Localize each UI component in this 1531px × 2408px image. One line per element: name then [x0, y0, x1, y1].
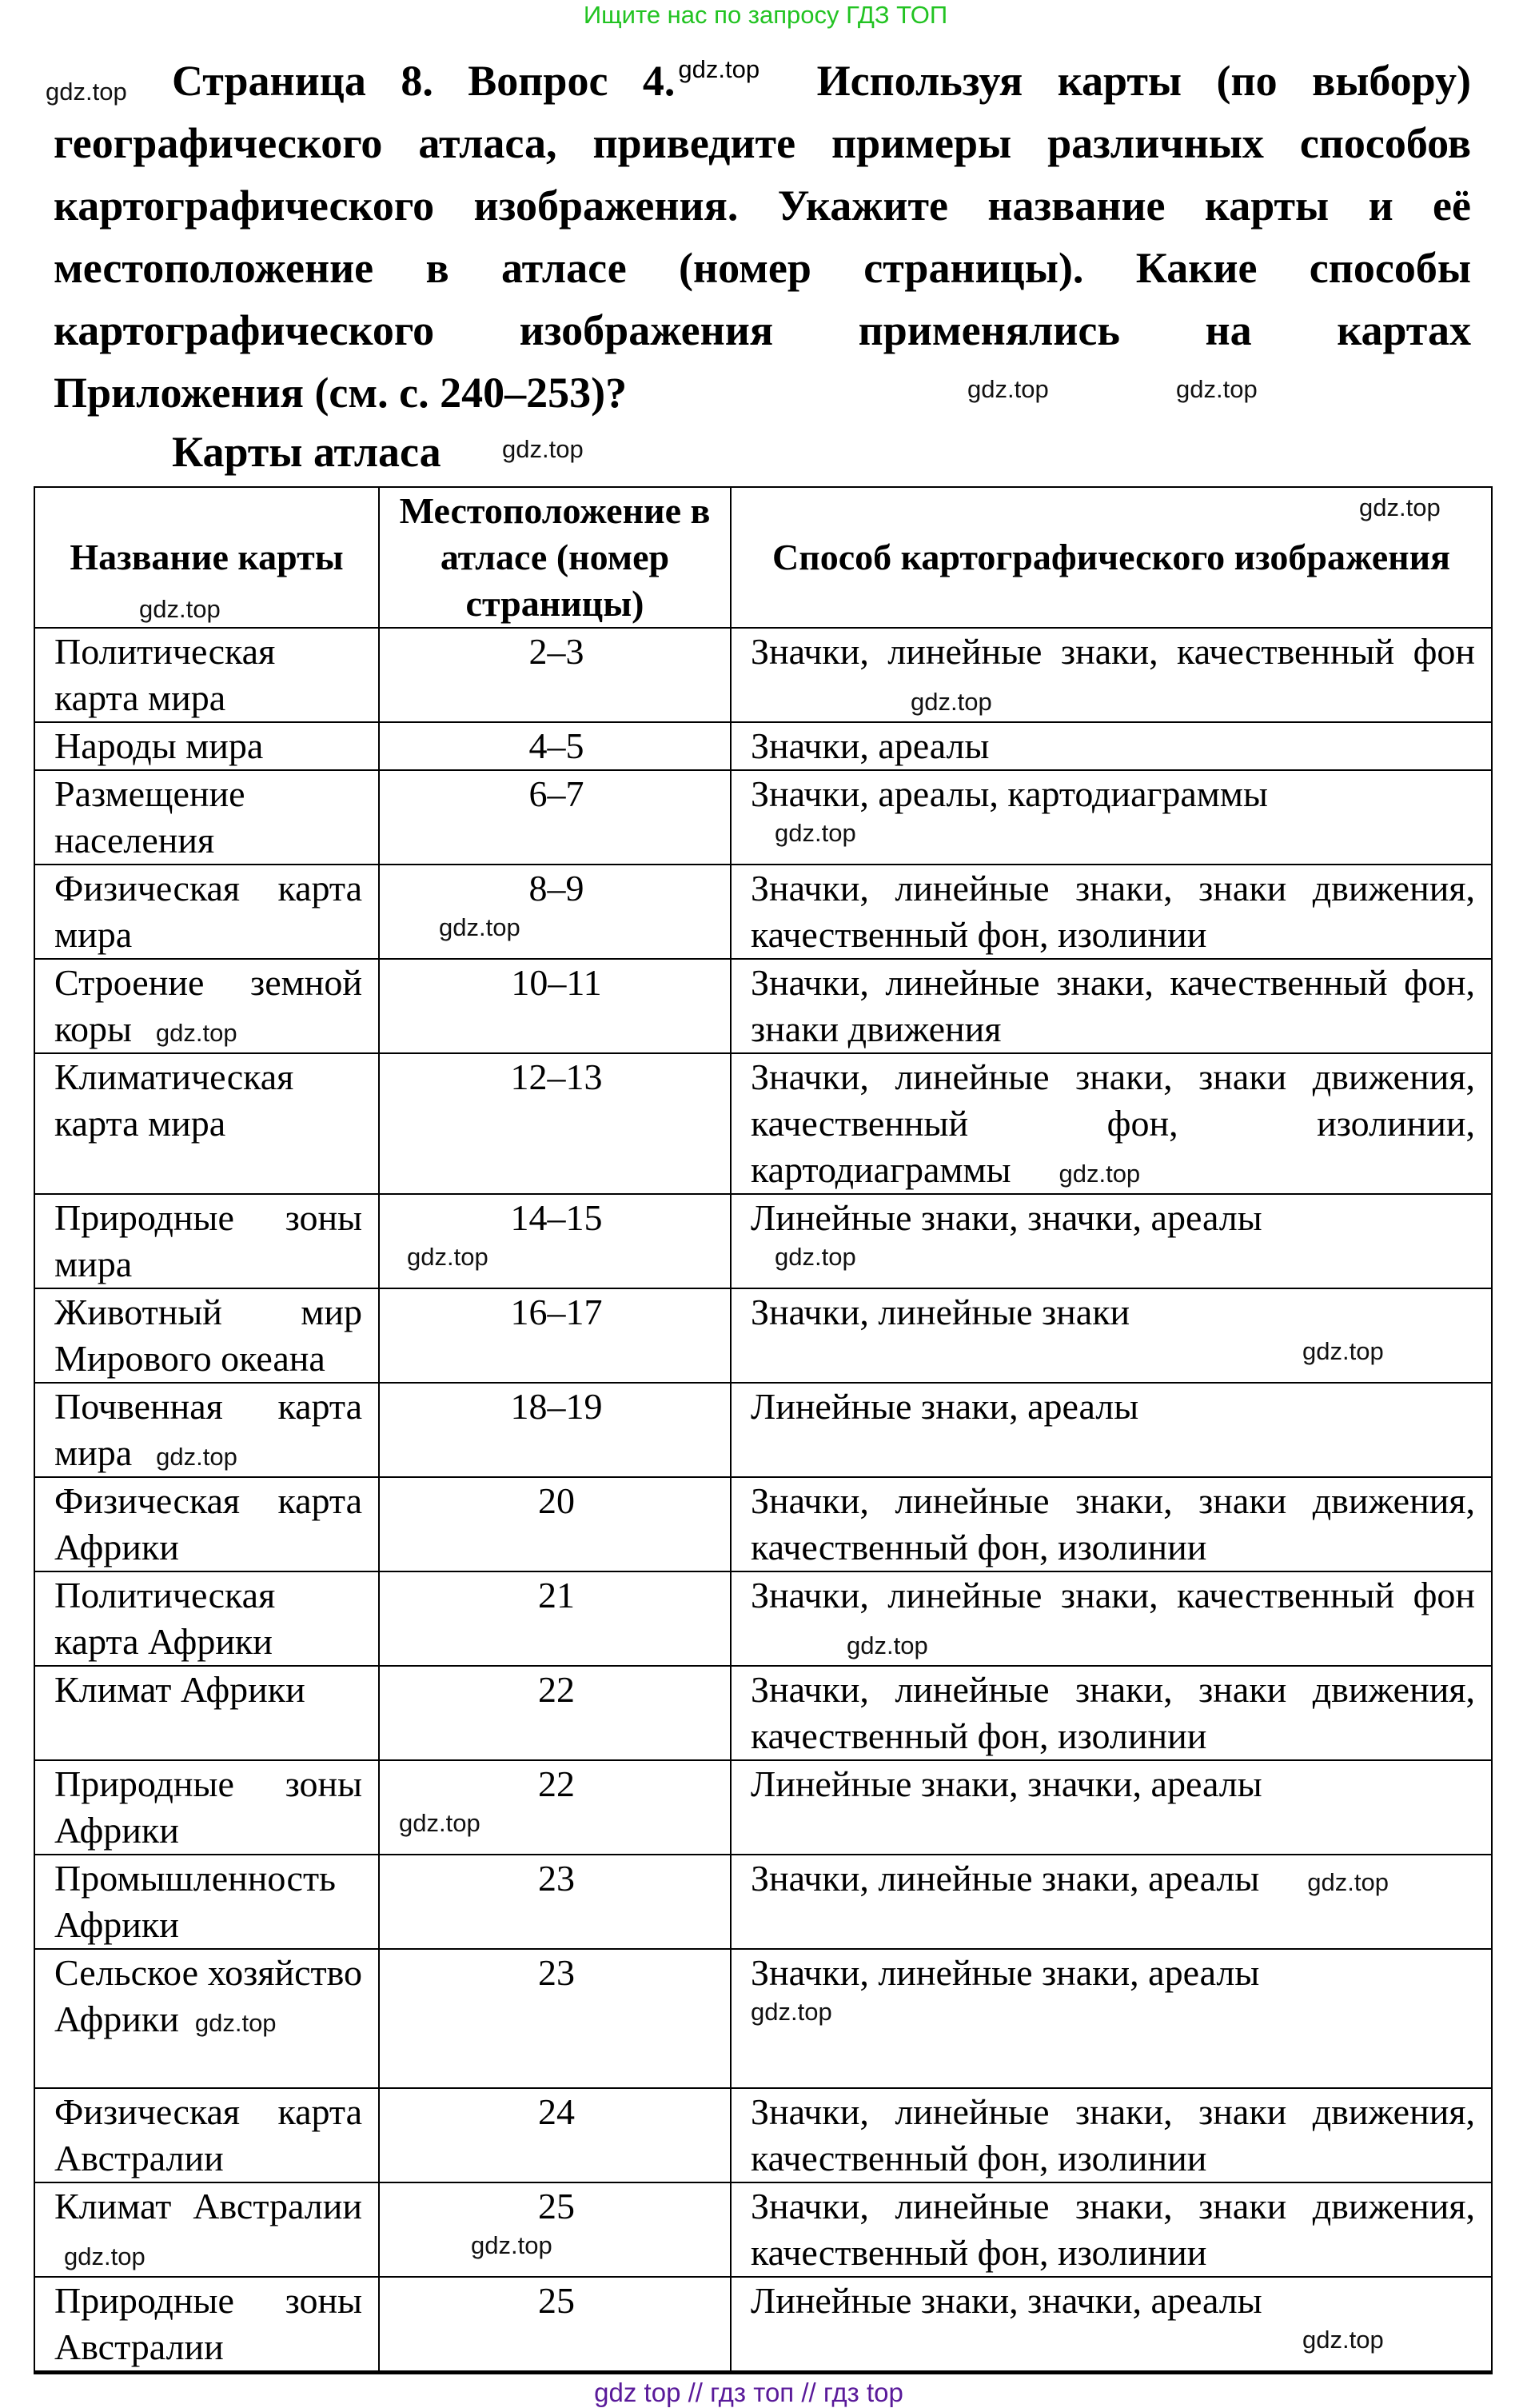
table-row	[34, 1053, 1492, 1194]
depiction-method-cell	[731, 2277, 1492, 2373]
watermark: gdz.top	[64, 2242, 146, 2270]
table-row	[34, 722, 1492, 770]
page-number-cell	[379, 959, 731, 1053]
map-name: Климат Австралии	[54, 2186, 362, 2226]
map-name-cell	[34, 2182, 379, 2277]
depiction-method: Значки, линейные знаки	[751, 1292, 1130, 1332]
watermark: gdz.top	[1359, 493, 1441, 521]
watermark: gdz.top	[155, 1019, 237, 1047]
table-header-row	[34, 487, 1492, 628]
table-row	[34, 1288, 1492, 1383]
watermark: gdz.top	[194, 2009, 277, 2037]
page-number: 22	[538, 1669, 575, 1710]
watermark: gdz.top	[1302, 1337, 1384, 1365]
question-text	[54, 50, 1471, 424]
depiction-method: Линейные знаки, ареалы	[751, 1386, 1139, 1427]
page-number: 2–3	[528, 631, 584, 672]
table-row	[34, 2182, 1492, 2277]
map-name: Природные зоны мира	[54, 1197, 362, 1284]
question-line	[54, 50, 1471, 112]
page-number-cell	[379, 1194, 731, 1288]
header-location: Местоположение в атласе (номер страницы)	[379, 487, 731, 628]
watermark: gdz.top	[471, 2231, 552, 2259]
map-name-cell	[34, 1194, 379, 1288]
depiction-method: Значки, линейные знаки, знаки движения, качественный фон, изолинии	[751, 868, 1475, 955]
table-row	[34, 865, 1492, 959]
map-name-cell	[34, 1383, 379, 1477]
page-number-cell	[379, 1053, 731, 1194]
page-number: 20	[538, 1480, 575, 1521]
map-name: Политическая карта мира	[54, 631, 276, 718]
page-number: 8–9	[528, 868, 584, 908]
watermark: gdz.top	[1059, 1160, 1141, 1188]
depiction-method: Значки, линейные знаки, знаки движения, качественный фон, изолинии	[751, 2091, 1475, 2178]
map-name-cell	[34, 959, 379, 1053]
watermark: gdz.top	[46, 78, 127, 106]
table-row	[34, 959, 1492, 1053]
table-row	[34, 1760, 1492, 1855]
depiction-method: Значки, линейные знаки, знаки движения, качественный фон, изолинии, картодиаграммы	[751, 1056, 1475, 1190]
page-number: 10–11	[511, 962, 602, 1003]
depiction-method-cell	[731, 628, 1492, 722]
watermark: gdz.top	[1176, 375, 1258, 403]
depiction-method-cell	[731, 1383, 1492, 1477]
footer-links[interactable]: gdz top // гдз топ // гдз top	[594, 2378, 903, 2407]
map-name-cell	[34, 2277, 379, 2373]
depiction-method: Линейные знаки, значки, ареалы	[751, 1763, 1262, 1804]
depiction-method: Значки, линейные знаки, знаки движения, качественный фон, изолинии	[751, 2186, 1475, 2273]
watermark: gdz.top	[1307, 1868, 1389, 1896]
depiction-method-cell	[731, 770, 1492, 865]
page-number: 18–19	[510, 1386, 603, 1427]
depiction-method-cell	[731, 1053, 1492, 1194]
depiction-method-cell	[731, 1194, 1492, 1288]
page-number-cell	[379, 1383, 731, 1477]
table-row	[34, 770, 1492, 865]
map-name: Природные зоны Африки	[54, 1763, 362, 1851]
depiction-method-cell	[731, 959, 1492, 1053]
page-number: 24	[538, 2091, 575, 2132]
page-number-cell	[379, 722, 731, 770]
map-name-cell	[34, 1760, 379, 1855]
watermark: gdz.top	[502, 435, 584, 463]
page-number: 22	[538, 1763, 575, 1804]
page-number-cell	[379, 1666, 731, 1760]
depiction-method-cell	[731, 722, 1492, 770]
map-name: Почвенная карта мира	[54, 1386, 362, 1473]
table-row	[34, 1666, 1492, 1760]
atlas-maps-table	[34, 486, 1493, 2374]
watermark: gdz.top	[139, 595, 221, 623]
page-number-cell	[379, 1571, 731, 1666]
depiction-method-cell	[731, 1571, 1492, 1666]
depiction-method-cell	[731, 1477, 1492, 1571]
question-line: местоположение в атласе (номер страницы). Какие способы	[54, 244, 1471, 292]
watermark: gdz.top	[407, 1243, 488, 1271]
table-row	[34, 1383, 1492, 1477]
depiction-method-cell	[731, 1666, 1492, 1760]
map-name: Физическая карта мира	[54, 868, 362, 955]
page-number: 25	[538, 2280, 575, 2321]
map-name: Климатическая карта мира	[54, 1056, 294, 1144]
page-number-cell	[379, 865, 731, 959]
map-name-cell	[34, 1949, 379, 2088]
map-name: Размещение населения	[54, 773, 245, 861]
page-number: 14–15	[510, 1197, 603, 1238]
question-line-head: Страница 8. Вопрос 4.	[172, 57, 676, 105]
page-number: 23	[538, 1952, 575, 1993]
depiction-method-cell	[731, 1288, 1492, 1383]
depiction-method: Линейные знаки, значки, ареалы	[751, 1197, 1262, 1238]
page-number: 23	[538, 1858, 575, 1899]
map-name-cell	[34, 1666, 379, 1760]
map-name-cell	[34, 722, 379, 770]
table-title: Карты атласа	[172, 428, 441, 476]
question-line: картографического изображения применялись на картах	[54, 306, 1471, 354]
map-name: Сельское хозяйство Африки	[54, 1952, 362, 2039]
question-line: Приложения (см. с. 240–253)?	[54, 369, 628, 417]
watermark: gdz.top	[1302, 2326, 1384, 2354]
table-row	[34, 1477, 1492, 1571]
depiction-method-cell	[731, 1760, 1492, 1855]
depiction-method: Значки, ареалы, картодиаграммы	[751, 773, 1268, 814]
map-name-cell	[34, 2088, 379, 2182]
table-container	[34, 486, 1491, 2408]
depiction-method-cell	[731, 1855, 1492, 1949]
page-number-cell	[379, 628, 731, 722]
page-number-cell	[379, 1855, 731, 1949]
watermark: gdz.top	[678, 55, 760, 83]
page-number-cell	[379, 770, 731, 865]
watermark: gdz.top	[751, 1998, 832, 2026]
map-name-cell	[34, 1477, 379, 1571]
map-name-cell	[34, 628, 379, 722]
depiction-method: Значки, линейные знаки, ареалы	[751, 1952, 1260, 1993]
depiction-method: Значки, линейные знаки, качественный фон	[751, 1575, 1475, 1615]
page-number: 12–13	[510, 1056, 603, 1097]
map-name-cell	[34, 1288, 379, 1383]
map-name: Промышленность Африки	[54, 1858, 337, 1945]
question-line-text: Используя карты (по выбору)	[782, 57, 1471, 105]
map-name-cell	[34, 865, 379, 959]
watermark: gdz.top	[156, 1443, 237, 1471]
watermark: gdz.top	[775, 1243, 856, 1271]
watermark: gdz.top	[399, 1809, 480, 1837]
depiction-method-cell	[731, 2088, 1492, 2182]
watermark: gdz.top	[775, 819, 856, 847]
map-name: Народы мира	[54, 725, 264, 766]
table-row	[34, 1571, 1492, 1666]
map-name: Природные зоны Австралии	[54, 2280, 362, 2367]
map-name-cell	[34, 1855, 379, 1949]
map-name-cell	[34, 770, 379, 865]
watermark: gdz.top	[847, 1631, 928, 1659]
map-name-cell	[34, 1571, 379, 1666]
depiction-method: Значки, линейные знаки, ареалы	[751, 1858, 1260, 1899]
map-name: Климат Африки	[54, 1669, 305, 1710]
depiction-method-cell	[731, 2182, 1492, 2277]
page-number: 6–7	[528, 773, 584, 814]
table-row	[34, 1949, 1492, 2088]
page-number: 21	[538, 1575, 575, 1615]
page-number-cell	[379, 2088, 731, 2182]
page-number: 25	[538, 2186, 575, 2226]
page-number-cell	[379, 1477, 731, 1571]
page-number: 4–5	[528, 725, 584, 766]
search-banner[interactable]: Ищите нас по запросу ГДЗ ТОП	[583, 1, 948, 29]
watermark: gdz.top	[967, 375, 1049, 403]
page-number-cell	[379, 2277, 731, 2373]
map-name-cell	[34, 1053, 379, 1194]
map-name: Физическая карта Африки	[54, 1480, 362, 1567]
page-number-cell	[379, 1288, 731, 1383]
table-row	[34, 1855, 1492, 1949]
page-number-cell	[379, 2182, 731, 2277]
depiction-method: Значки, линейные знаки, качественный фон, знаки движения	[751, 962, 1475, 1049]
map-name: Строение земной коры	[54, 962, 362, 1049]
map-name: Физическая карта Австралии	[54, 2091, 362, 2178]
map-name: Политическая карта Африки	[54, 1575, 276, 1662]
question-line: географического атласа, приведите примеры различных способов	[54, 119, 1471, 167]
depiction-method: Значки, линейные знаки, знаки движения, качественный фон, изолинии	[751, 1480, 1475, 1567]
depiction-method: Значки, линейные знаки, качественный фон	[751, 631, 1475, 672]
table-row	[34, 2088, 1492, 2182]
depiction-method: Значки, линейные знаки, знаки движения, качественный фон, изолинии	[751, 1669, 1475, 1756]
page-number: 16–17	[510, 1292, 603, 1332]
map-name: Животный мир Мирового океана	[54, 1292, 362, 1379]
table-row	[34, 1194, 1492, 1288]
question-line: картографического изображения. Укажите название карты и её	[54, 182, 1471, 230]
depiction-method-cell	[731, 865, 1492, 959]
table-row	[34, 628, 1492, 722]
depiction-method: Линейные знаки, значки, ареалы	[751, 2280, 1262, 2321]
table-row	[34, 2277, 1492, 2373]
page-number-cell	[379, 1949, 731, 2088]
header-method: Способ картографического изображения	[731, 487, 1492, 628]
header-map-name: Название карты	[34, 487, 379, 628]
depiction-method: Значки, ареалы	[751, 725, 990, 766]
watermark: gdz.top	[911, 688, 992, 716]
depiction-method-cell	[731, 1949, 1492, 2088]
page-number-cell	[379, 1760, 731, 1855]
watermark: gdz.top	[439, 913, 520, 941]
